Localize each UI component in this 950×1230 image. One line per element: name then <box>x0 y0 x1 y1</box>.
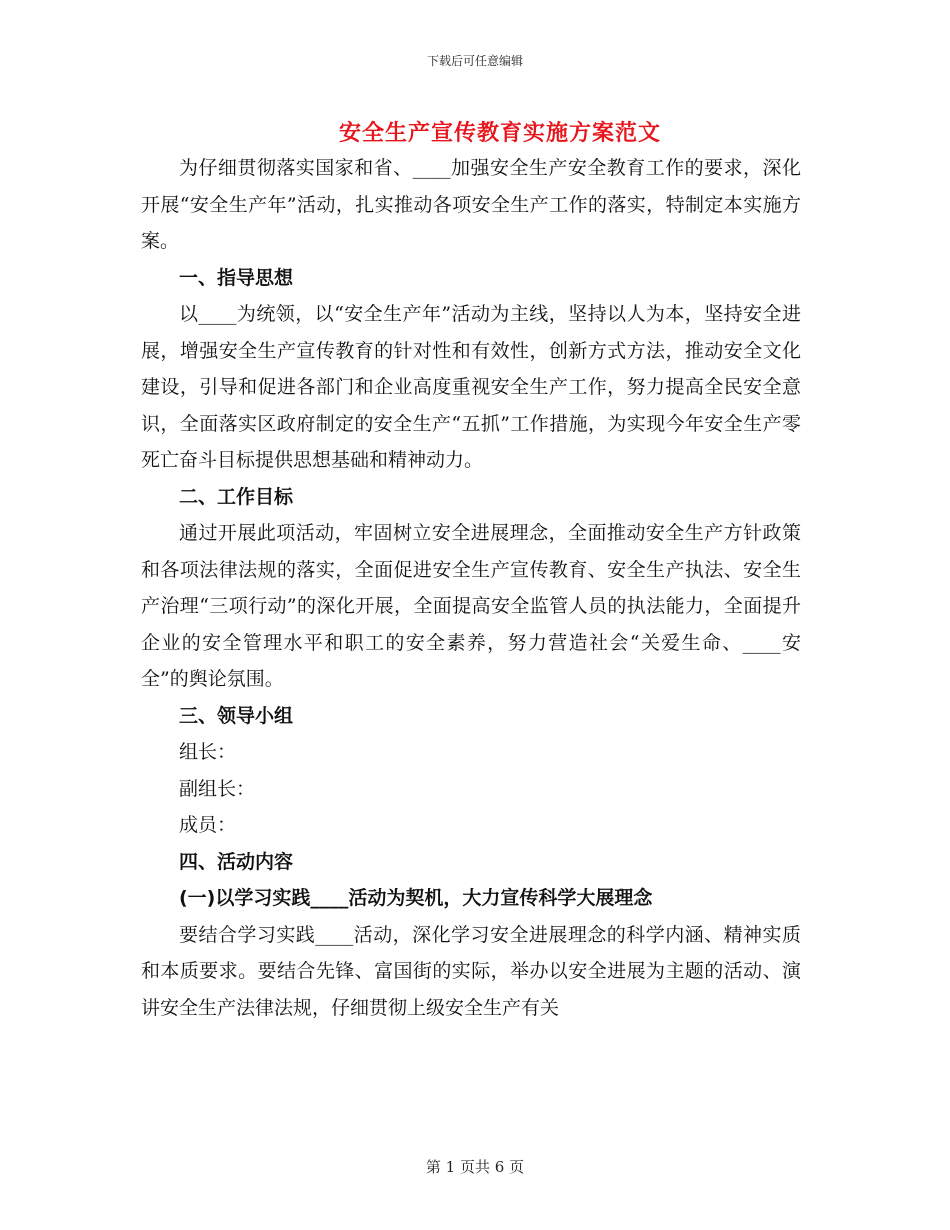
document-title: 安全生产宣传教育实施方案范文 <box>338 120 661 146</box>
section-1-heading: 一、指导思想 <box>179 266 294 289</box>
section-3-heading: 三、领导小组 <box>179 704 294 727</box>
members-line: 成员： <box>179 814 237 836</box>
page-footer: 第 1 页共 6 页 <box>425 1158 525 1176</box>
section-1-paragraph: 以____为统领，以“安全生产年”活动为主线，坚持以人为本，坚持安全进展，增强安全生产宣传教育的针对性和有效性，创新方式方法，推动安全文化建设，引导和促进各部门和企业高度重视安全生产工作，努力提高全民安全意识，全面落实区政府制定的安全生产“五抓”工作措施，为实现今年安全生产零死亡奋斗目标提供思想基础和精神动力。 <box>141 303 801 471</box>
intro-paragraph: 为仔细贯彻落实国家和省、____加强安全生产安全教育工作的要求，深化开展“安全生产年”活动，扎实推动各项安全生产工作的落实，特制定本实施方案。 <box>141 157 801 252</box>
header-note: 下载后可任意编辑 <box>426 54 523 68</box>
section-2-paragraph: 通过开展此项活动，牢固树立安全进展理念，全面推动安全生产方针政策和各项法律法规的落实，全面促进安全生产宣传教育、安全生产执法、安全生产治理“三项行动”的深化开展，全面提高安全监管人员的执法能力，全面提升企业的安全管理水平和职工的安全素养，努力营造社会“关爱生命、____安全”的舆论氛围。 <box>141 522 801 690</box>
section-4-heading: 四、活动内容 <box>179 850 294 873</box>
leader-line: 组长： <box>179 741 237 763</box>
deputy-leader-line: 副组长： <box>179 777 256 800</box>
section-2-heading: 二、工作目标 <box>179 485 294 508</box>
section-4-subheading-1: (一)以学习实践____活动为契机，大力宣传科学大展理念 <box>179 887 653 909</box>
section-4-sub-1-paragraph: 要结合学习实践____活动，深化学习安全进展理念的科学内涵、精神实质和本质要求。要结合先锋、富国街的实际，举办以安全进展为主题的活动、演讲安全生产法律法规，仔细贯彻上级安全生产有关 <box>141 923 801 1019</box>
document-body <box>141 150 801 1026</box>
